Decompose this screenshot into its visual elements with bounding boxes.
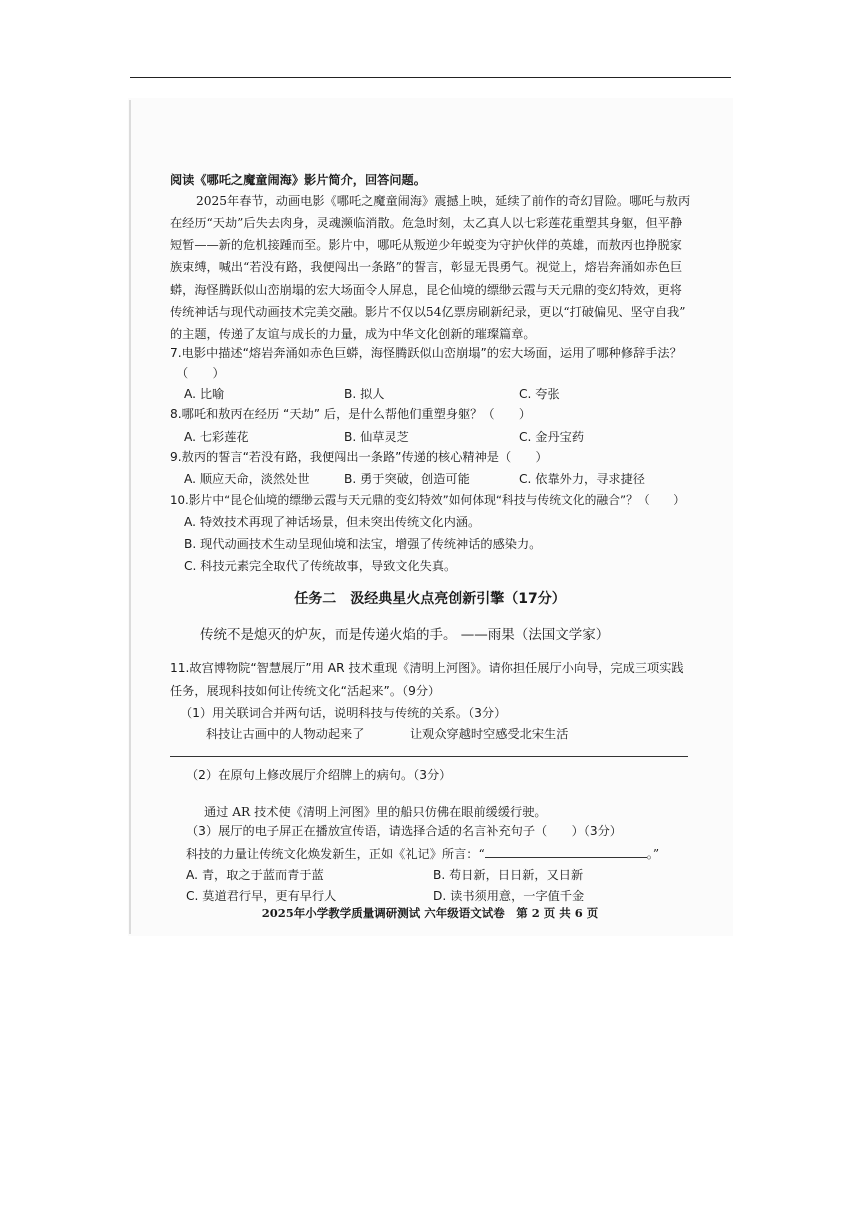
q11-sub3-sentence-b: 。”	[646, 847, 660, 861]
passage-line: 短暂——新的危机接踵而至。影片中，哪吒从叛逆少年蜕变为守护伙伴的英雄，而敖丙也挣脱家	[170, 238, 682, 252]
q7-option-c: C. 夸张	[519, 387, 560, 401]
passage-line: 蟒，海怪腾跃似山峦崩塌的宏大场面令人屏息，昆仑仙境的缥缈云霞与天元鼎的变幻特效，更将	[170, 283, 682, 297]
q11-sub3-sentence	[186, 845, 659, 863]
q8-option-c: C. 金丹宝药	[519, 430, 585, 444]
question-9-stem: 9.敖丙的誓言“若没有路，我便闯出一条路”传递的核心精神是（ ）	[170, 450, 548, 464]
scan-edge	[129, 100, 131, 934]
top-rule	[130, 77, 731, 78]
q10-option-b: B. 现代动画技术生动呈现仙境和法宝，增强了传统神话的感染力。	[184, 537, 542, 551]
question-11-stem-line2: 任务，展现科技如何让传统文化“活起来”。（9分）	[170, 684, 441, 698]
q11-sub3: （3）展厅的电子屏正在播放宣传语，请选择合适的名言补充句子（ ）（3分）	[186, 824, 622, 838]
q11-sub1-sentence-b: 让观众穿越时空感受北宋生活	[410, 727, 569, 741]
q9-option-a: A. 顺应天命，淡然处世	[184, 472, 310, 486]
question-10-stem: 10.影片中“昆仑仙境的缥缈云霞与天元鼎的变幻特效”如何体现“科技与传统文化的融合”？（ ）	[170, 493, 686, 507]
q8-option-b: B. 仙草灵芝	[344, 430, 409, 444]
q11-option-b: B. 苟日新，日日新，又日新	[433, 868, 584, 882]
q11-sub2-sentence: 通过 AR 技术使《清明上河图》里的船只仿佛在眼前缓缓行驶。	[204, 805, 547, 819]
answer-line	[170, 756, 688, 757]
q11-option-d: D. 读书须用意，一字值千金	[433, 889, 585, 903]
question-7-paren: （ ）	[176, 366, 225, 380]
q11-sub2: （2）在原句上修改展厅介绍牌上的病句。（3分）	[186, 768, 452, 782]
task2-quote: 传统不是熄灭的炉灰，而是传递火焰的手。 ——雨果（法国文学家）	[200, 627, 610, 643]
q10-option-a: A. 特效技术再现了神话场景，但未突出传统文化内涵。	[184, 515, 481, 529]
question-11-stem-line1: 11.故宫博物院“智慧展厅”用 AR 技术重现《清明上河图》。请你担任展厅小向导，完成三项实践	[170, 661, 684, 675]
passage-line: 的主题，传递了友谊与成长的力量，成为中华文化创新的璀璨篇章。	[170, 327, 536, 341]
task2-heading: 任务二 汲经典星火点亮创新引擎（17分）	[294, 591, 566, 607]
q8-option-a: A. 七彩莲花	[184, 430, 249, 444]
passage-line: 在经历“天劫”后失去肉身，灵魂濒临消散。危急时刻，太乙真人以七彩莲花重塑其身躯，但平静	[170, 216, 683, 230]
passage-line: 族束缚，喊出“若没有路，我便闯出一条路”的誓言，彰显无畏勇气。视觉上，熔岩奔涌如赤色巨	[170, 260, 683, 274]
q11-sub1: （1）用关联词合并两句话，说明科技与传统的关系。（3分）	[180, 706, 507, 720]
q11-option-a: A. 青，取之于蓝而青于蓝	[186, 868, 324, 882]
q11-sub1-sentence-a: 科技让古画中的人物动起来了	[206, 727, 365, 741]
q10-option-c: C. 科技元素完全取代了传统故事，导致文化失真。	[184, 559, 457, 573]
passage-intro: 阅读《哪吒之魔童闹海》影片简介，回答问题。	[170, 173, 426, 187]
passage-line: 2025年春节，动画电影《哪吒之魔童闹海》震撼上映，延续了前作的奇幻冒险。哪吒与敖丙	[196, 194, 691, 208]
q11-option-c: C. 莫道君行早，更有早行人	[186, 889, 337, 903]
question-7-stem: 7.电影中描述“熔岩奔涌如赤色巨蟒，海怪腾跃似山峦崩塌”的宏大场面，运用了哪种修辞手法？	[170, 346, 682, 360]
passage-line: 传统神话与现代动画技术完美交融。影片不仅以54亿票房刷新纪录，更以“打破偏见、坚守自我”	[170, 305, 686, 319]
q7-option-b: B. 拟人	[344, 387, 385, 401]
question-8-stem: 8.哪吒和敖丙在经历 “天劫” 后，是什么帮他们重塑身躯？（ ）	[170, 407, 532, 421]
answer-blank[interactable]	[485, 846, 647, 858]
q9-option-b: B. 勇于突破，创造可能	[344, 472, 470, 486]
page-footer: 2025年小学教学质量调研测试 六年级语文试卷 第 2 页 共 6 页	[261, 906, 599, 920]
q7-option-a: A. 比喻	[184, 387, 225, 401]
q11-sub3-sentence-a: 科技的力量让传统文化焕发新生，正如《礼记》所言：“	[186, 847, 485, 861]
q9-option-c: C. 依靠外力，寻求捷径	[519, 472, 645, 486]
